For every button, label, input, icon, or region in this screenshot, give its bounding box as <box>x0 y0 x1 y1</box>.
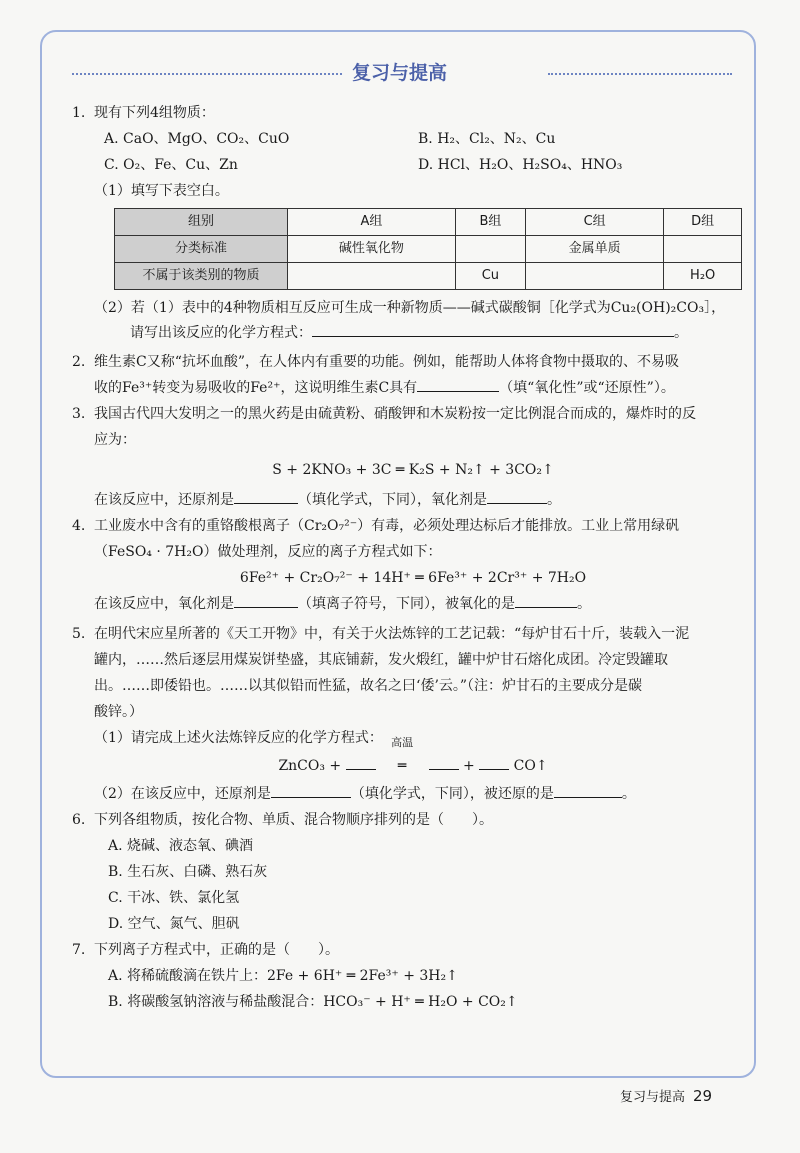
question-stem: 现有下列4组物质： <box>94 105 215 121</box>
table-header-cell: 分类标准 <box>115 236 288 263</box>
question-number: 4. <box>72 518 86 534</box>
table-cell: Cu <box>455 263 525 290</box>
prompt-text: 在该反应中，氧化剂是 <box>94 596 234 612</box>
page-footer <box>620 1086 712 1105</box>
table-header-cell: 不属于该类别的物质 <box>115 263 288 290</box>
sub-question-2 <box>94 781 732 807</box>
section-header <box>72 56 732 90</box>
question-number: 2. <box>72 354 86 370</box>
sub-question-text: （2）若（1）表中的4种物质相互反应可生成一种新物质——碱式碳酸铜［化学式为Cu₂(OH)₂CO₃］， <box>94 300 726 316</box>
question-number: 1. <box>72 105 86 121</box>
answer-blank[interactable] <box>234 591 298 608</box>
answer-blank[interactable] <box>346 753 376 770</box>
option-d: D. HCl、H₂O、H₂SO₄、HNO₃ <box>418 157 623 173</box>
option-c: C. O₂、Fe、Cu、Zn <box>104 157 238 173</box>
table-cell: 金属单质 <box>525 236 663 263</box>
answer-blank[interactable] <box>487 487 547 504</box>
header-rule-right <box>548 73 732 75</box>
reaction-condition: 高温 <box>391 736 414 749</box>
option-b[interactable]: B. 生石灰、白磷、熟石灰 <box>108 864 268 880</box>
question-text: （FeSO₄ · 7H₂O）做处理剂，反应的离子方程式如下： <box>94 544 442 560</box>
question-number: 5. <box>72 626 86 642</box>
option-a[interactable]: A. 烧碱、液态氧、碘酒 <box>108 838 254 854</box>
question-text: 罐内，……然后逐层用煤炭饼垫盛，其底铺薪，发火煅红，罐中炉甘石熔化成团。冷定毁罐取 <box>94 652 668 668</box>
question-7 <box>72 937 732 1015</box>
punctuation: 。 <box>577 596 591 612</box>
table-row <box>115 209 742 236</box>
question-4 <box>72 513 732 617</box>
equation-part: ZnCO₃ + <box>278 758 342 774</box>
question-text: 维生素C又称“抗坏血酸”，在人体内有重要的功能。例如，能帮助人体将食物中摄取的、不易吸 <box>94 354 680 370</box>
table-cell: C组 <box>525 209 663 236</box>
answer-blank[interactable] <box>417 375 499 392</box>
question-text: 工业废水中含有的重铬酸根离子（Cr₂O₇²⁻）有毒，必须处理达标后才能排放。工业上常用绿矾 <box>94 518 680 534</box>
answer-blank[interactable] <box>479 753 509 770</box>
question-6 <box>72 807 732 937</box>
footer-title: 复习与提高 <box>620 1090 686 1105</box>
ionic-equation: 6Fe²⁺ + Cr₂O₇²⁻ + 14H⁺ ═ 6Fe³⁺ + 2Cr³⁺ + 7H₂O <box>239 570 587 586</box>
equation-part: CO↑ <box>513 758 548 774</box>
prompt-text: 在该反应中，还原剂是 <box>94 492 234 508</box>
option-b: B. H₂、Cl₂、N₂、Cu <box>418 131 556 147</box>
answer-blank[interactable] <box>554 781 622 798</box>
prompt-text: （填“氧化性”或“还原性”）。 <box>499 380 675 396</box>
question-text <box>94 591 732 617</box>
header-rule-left <box>72 73 342 75</box>
prompt-text: （2）在该反应中，还原剂是 <box>94 786 271 802</box>
question-3 <box>72 401 732 513</box>
question-text <box>94 487 732 513</box>
prompt-text: 请写出该反应的化学方程式： <box>130 325 312 341</box>
options-row <box>94 152 732 178</box>
equation-part: + <box>462 758 475 774</box>
question-text: 酸锌。） <box>94 704 143 720</box>
prompt-text: （填化学式，下同），氧化剂是 <box>298 492 487 508</box>
table-cell: 碱性氧化物 <box>288 236 456 263</box>
sub-question-1: （1）请完成上述火法炼锌反应的化学方程式： <box>94 730 383 746</box>
reaction-arrow: 高温 ═ <box>380 751 424 781</box>
prompt-text: （填离子符号，下同），被氧化的是 <box>298 596 515 612</box>
punctuation: 。 <box>547 492 561 508</box>
question-text <box>94 375 732 401</box>
option-c[interactable]: C. 干冰、铁、氯化氢 <box>108 890 240 906</box>
option-a[interactable]: A. 将稀硫酸滴在铁片上：2Fe + 6H⁺ ═ 2Fe³⁺ + 3H₂↑ <box>108 968 458 984</box>
table-cell: D组 <box>664 209 742 236</box>
page-number: 29 <box>693 1087 713 1105</box>
option-a: A. CaO、MgO、CO₂、CuO <box>104 131 290 147</box>
question-text: 出。……即倭铅也。……以其似铅而性猛，故名之曰‘倭’云。”（注：炉甘石的主要成分是碳 <box>94 678 643 694</box>
punctuation: 。 <box>621 786 636 802</box>
answer-blank[interactable] <box>271 781 351 798</box>
question-text: 应为： <box>94 432 136 448</box>
answer-cell[interactable] <box>288 263 456 290</box>
table-cell: A组 <box>288 209 456 236</box>
question-stem: 下列各组物质，按化合物、单质、混合物顺序排列的是（ ）。 <box>94 812 493 828</box>
answer-cell[interactable] <box>455 236 525 263</box>
options-row <box>94 126 732 152</box>
sub-question-text <box>94 320 732 345</box>
table-row <box>115 263 742 290</box>
question-5 <box>72 621 732 807</box>
table-cell: B组 <box>455 209 525 236</box>
question-2 <box>72 349 732 401</box>
answer-cell[interactable] <box>525 263 663 290</box>
option-d[interactable]: D. 空气、氮气、胆矾 <box>108 916 240 932</box>
sub-question-1: （1）填写下表空白。 <box>94 183 229 199</box>
prompt-text: （填化学式，下同），被还原的是 <box>350 786 554 802</box>
punctuation: 。 <box>674 325 688 341</box>
question-number: 6. <box>72 812 86 828</box>
question-1 <box>72 100 732 345</box>
answer-blank[interactable] <box>234 487 298 504</box>
question-text: 我国古代四大发明之一的黑火药是由硫黄粉、硝酸钾和木炭粉按一定比例混合而成的，爆炸时的反 <box>94 406 696 422</box>
table-header-cell: 组别 <box>115 209 288 236</box>
question-number: 3. <box>72 406 86 422</box>
question-text: 在明代宋应星所著的《天工开物》中，有关于火法炼锌的工艺记载：“每炉甘石十斤，装载入一泥 <box>94 626 690 642</box>
table-row <box>115 236 742 263</box>
table-cell: H₂O <box>664 263 742 290</box>
answer-cell[interactable] <box>664 236 742 263</box>
answer-blank[interactable] <box>515 591 577 608</box>
option-b[interactable]: B. 将碳酸氢钠溶液与稀盐酸混合：HCO₃⁻ + H⁺ ═ H₂O + CO₂↑ <box>108 994 518 1010</box>
classification-table <box>114 208 742 290</box>
chemical-equation: S + 2KNO₃ + 3C ═ K₂S + N₂↑ + 3CO₂↑ <box>272 462 554 478</box>
page-content <box>72 100 732 1015</box>
answer-blank[interactable] <box>429 753 459 770</box>
answer-blank[interactable] <box>312 320 674 337</box>
question-stem: 下列离子方程式中，正确的是（ ）。 <box>94 942 339 958</box>
sub-question-2 <box>94 296 732 345</box>
prompt-text: 收的Fe³⁺转变为易吸收的Fe²⁺，这说明维生素C具有 <box>94 380 418 396</box>
question-number: 7. <box>72 942 86 958</box>
section-title: 复习与提高 <box>352 62 448 84</box>
